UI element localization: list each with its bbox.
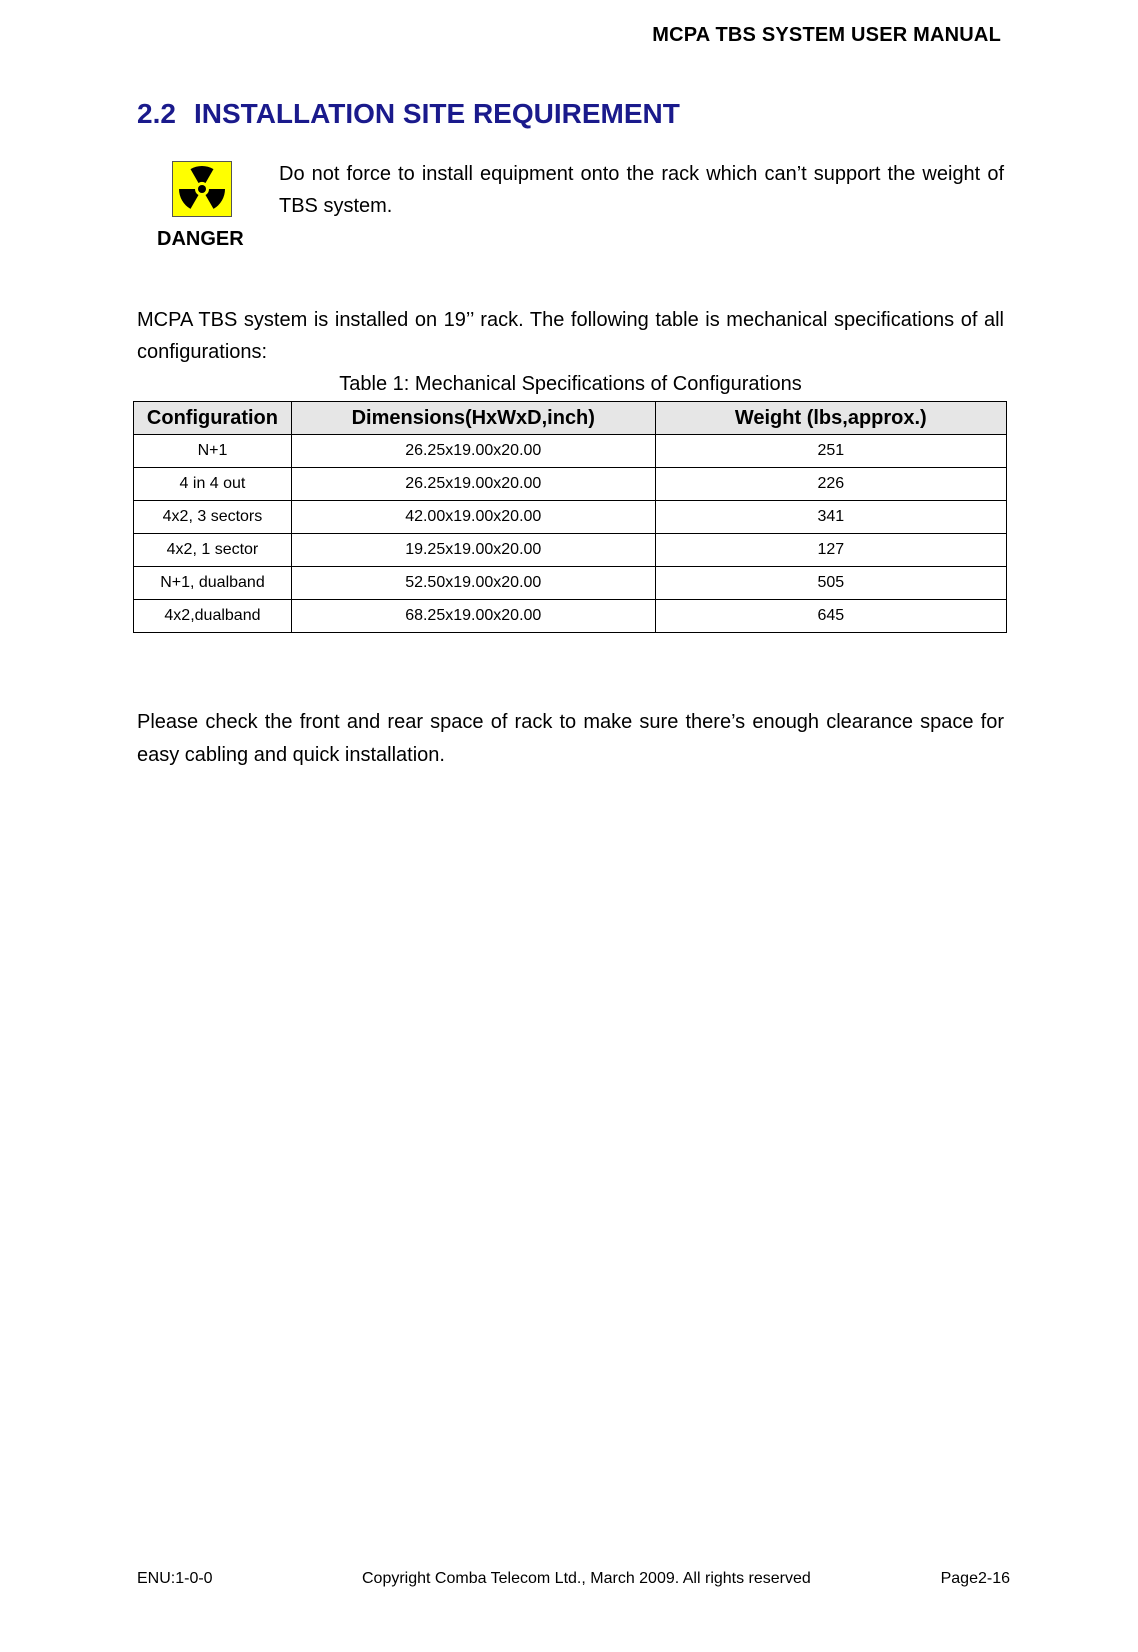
cell-dimensions: 19.25x19.00x20.00 bbox=[291, 534, 655, 567]
cell-configuration: N+1 bbox=[134, 435, 292, 468]
intro-paragraph: MCPA TBS system is installed on 19’’ rack. The following table is mechanical specifications of all configurations: bbox=[137, 309, 1004, 363]
header-dimensions: Dimensions(HxWxD,inch) bbox=[291, 402, 655, 435]
cell-weight: 127 bbox=[655, 534, 1006, 567]
footer-page-number: Page2-16 bbox=[940, 1570, 1010, 1587]
table-row bbox=[134, 600, 1007, 633]
section-title: INSTALLATION SITE REQUIREMENT bbox=[194, 98, 680, 129]
section-number: 2.2 bbox=[137, 98, 176, 129]
header-configuration: Configuration bbox=[134, 402, 292, 435]
closing-paragraph: Please check the front and rear space of rack to make sure there’s enough clearance space for easy cabling and quick installation. bbox=[137, 711, 1004, 766]
radiation-hazard-icon bbox=[172, 161, 232, 217]
cell-weight: 226 bbox=[655, 468, 1006, 501]
cell-dimensions: 26.25x19.00x20.00 bbox=[291, 468, 655, 501]
header-weight: Weight (lbs,approx.) bbox=[655, 402, 1006, 435]
table-row bbox=[134, 534, 1007, 567]
table-row bbox=[134, 501, 1007, 534]
cell-configuration: N+1, dualband bbox=[134, 567, 292, 600]
cell-configuration: 4x2, 1 sector bbox=[134, 534, 292, 567]
cell-weight: 341 bbox=[655, 501, 1006, 534]
footer-doc-id: ENU:1-0-0 bbox=[137, 1570, 213, 1587]
table-row bbox=[134, 468, 1007, 501]
cell-configuration: 4 in 4 out bbox=[134, 468, 292, 501]
cell-configuration: 4x2,dualband bbox=[134, 600, 292, 633]
document-header-title: MCPA TBS SYSTEM USER MANUAL bbox=[652, 24, 1001, 46]
mechanical-specifications-table bbox=[133, 401, 1007, 633]
table-row bbox=[134, 435, 1007, 468]
cell-dimensions: 42.00x19.00x20.00 bbox=[291, 501, 655, 534]
cell-dimensions: 52.50x19.00x20.00 bbox=[291, 567, 655, 600]
table-row bbox=[134, 567, 1007, 600]
cell-weight: 505 bbox=[655, 567, 1006, 600]
cell-dimensions: 68.25x19.00x20.00 bbox=[291, 600, 655, 633]
cell-weight: 645 bbox=[655, 600, 1006, 633]
danger-warning-text: Do not force to install equipment onto the rack which can’t support the weight of TBS system. bbox=[279, 163, 1004, 217]
footer-copyright: Copyright Comba Telecom Ltd., March 2009. All rights reserved bbox=[362, 1570, 811, 1587]
cell-weight: 251 bbox=[655, 435, 1006, 468]
danger-label: DANGER bbox=[157, 228, 244, 250]
section-heading bbox=[137, 98, 680, 130]
table-header-row bbox=[134, 402, 1007, 435]
table-caption: Table 1: Mechanical Specifications of Configurations bbox=[339, 373, 802, 395]
cell-dimensions: 26.25x19.00x20.00 bbox=[291, 435, 655, 468]
cell-configuration: 4x2, 3 sectors bbox=[134, 501, 292, 534]
